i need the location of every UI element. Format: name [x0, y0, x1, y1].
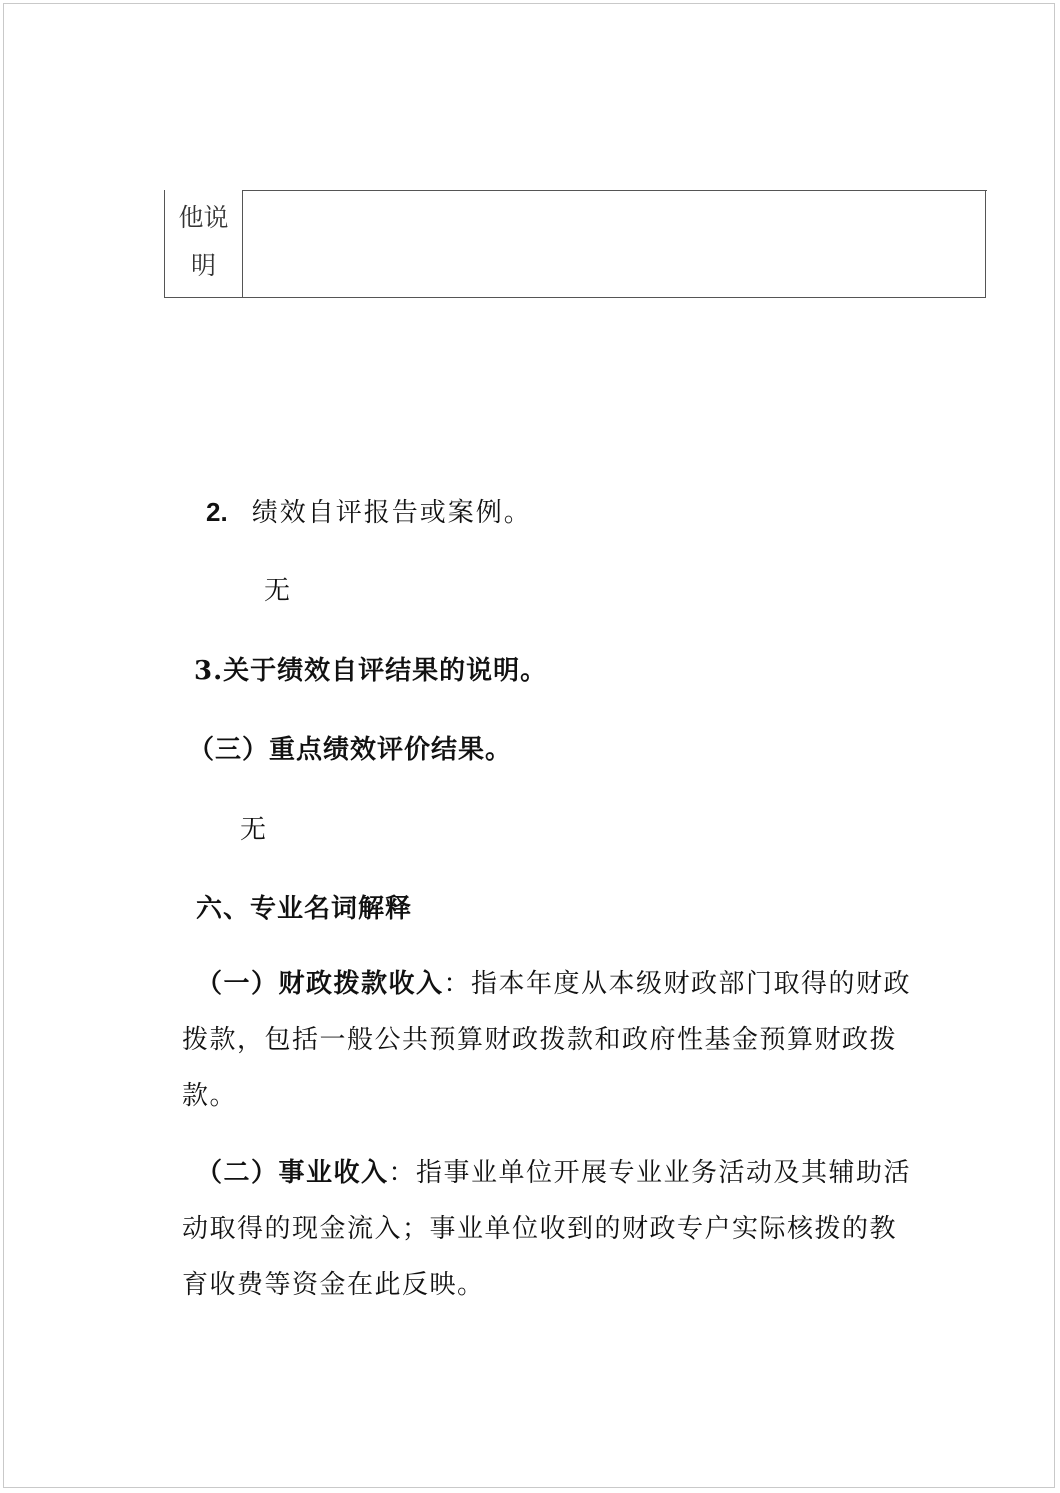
other-notes-table — [164, 190, 986, 298]
item-2-content: 无 — [264, 576, 291, 606]
term-definition-1 — [182, 956, 922, 1124]
item-2-number: 2. — [206, 497, 228, 527]
table-label-line-1: 他说 — [178, 203, 229, 232]
section-3-content: 无 — [240, 815, 267, 845]
item-2-heading — [206, 492, 532, 529]
table-label-cell — [165, 190, 243, 297]
table-label-line-2: 明 — [190, 251, 216, 280]
item-3-heading: 3.关于绩效自评结果的说明。 — [194, 656, 548, 686]
item-2-text: 绩效自评报告或案例。 — [251, 498, 532, 528]
table-top-border — [243, 190, 987, 191]
term-2-name: （二）事业收入 — [196, 1158, 389, 1188]
section-6-heading: 六、专业名词解释 — [196, 894, 413, 924]
term-1-name: （一）财政拨款收入 — [196, 969, 444, 999]
section-3-heading: （三）重点绩效评价结果。 — [188, 735, 513, 765]
term-definition-2 — [182, 1145, 922, 1313]
table-body-cell[interactable] — [243, 190, 985, 297]
term-1-colon: ： — [443, 969, 472, 999]
term-2-definition: 指事业单位开展专业业务活动及其辅助活动取得的现金流入；事业单位收到的财政专户实际核拨的教育收费等资金在此反映。 — [182, 1158, 912, 1300]
term-2-colon: ： — [388, 1158, 417, 1188]
term-1-definition: 指本年度从本级财政部门取得的财政拨款，包括一般公共预算财政拨款和政府性基金预算财政拨款。 — [182, 969, 912, 1111]
